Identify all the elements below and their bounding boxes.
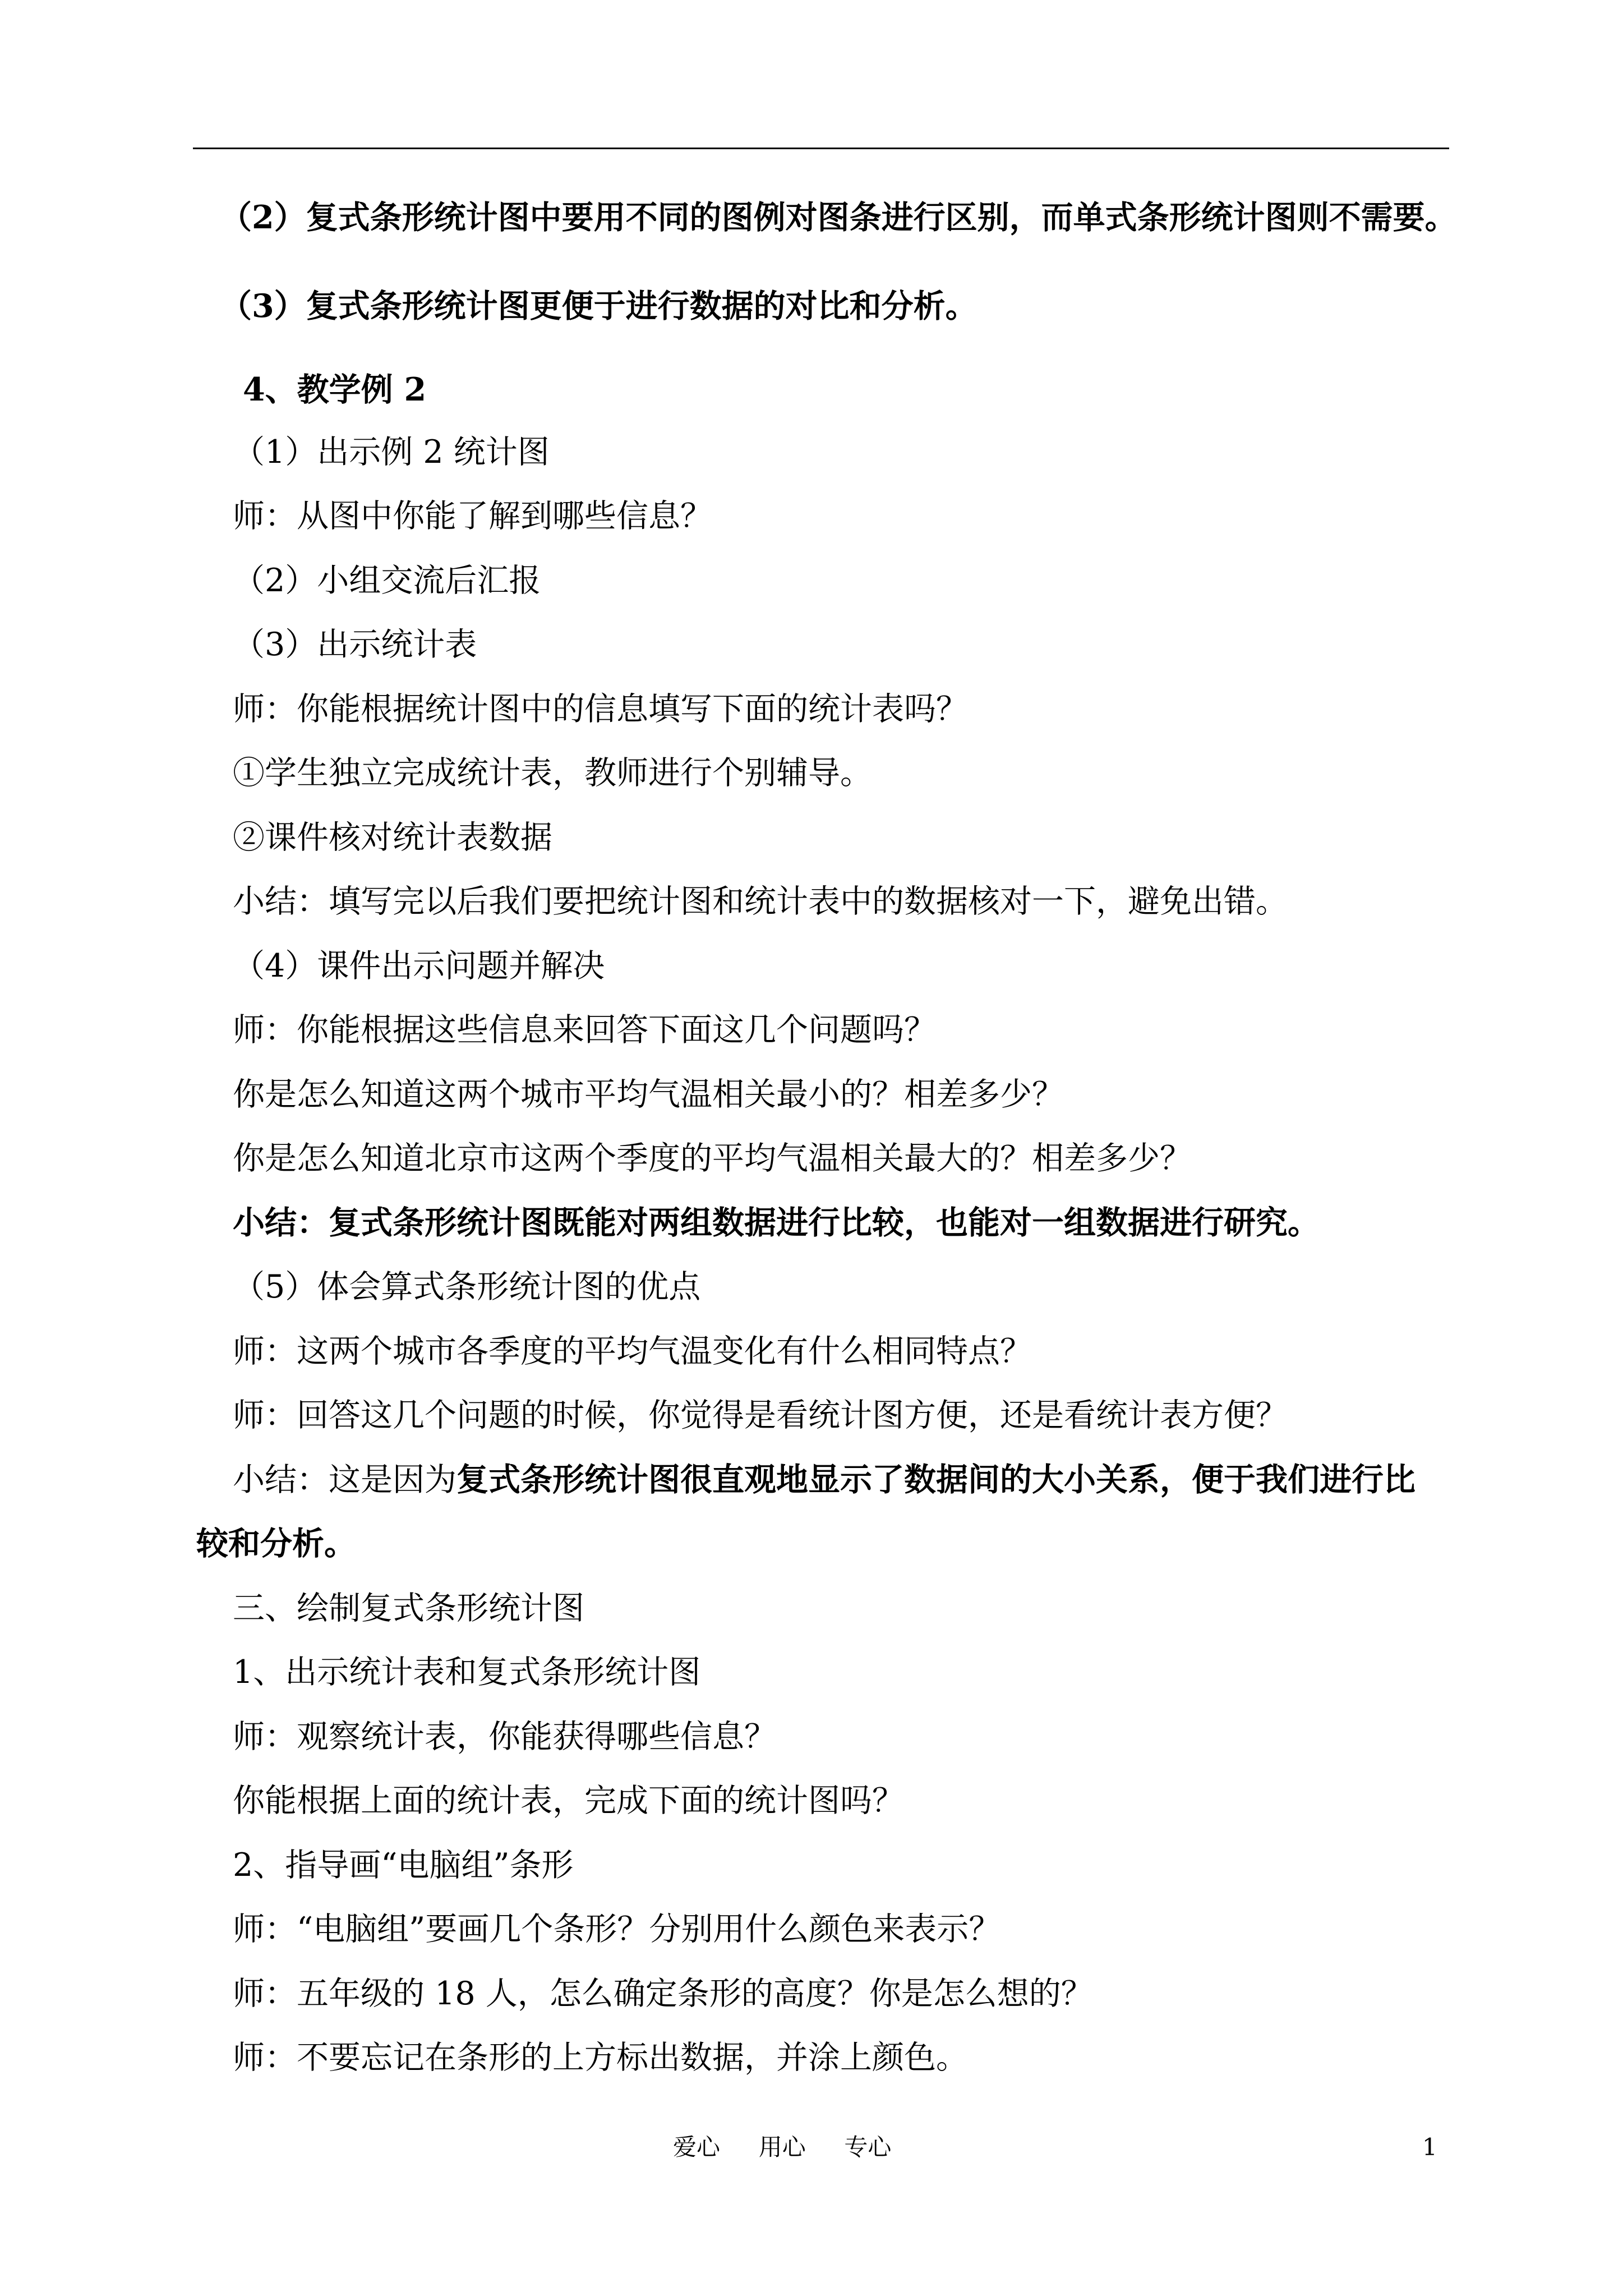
text-line: ②课件核对统计表数据	[233, 819, 552, 856]
header-rule	[193, 148, 1449, 149]
text-line: 较和分析。	[196, 1525, 356, 1562]
text-line: 4、教学例 2	[243, 371, 427, 408]
text-line: 你是怎么知道北京市这两个季度的平均气温相关最大的？相差多少？	[233, 1140, 1192, 1177]
text-line: 师：不要忘记在条形的上方标出数据，并涂上颜色。	[233, 2039, 968, 2076]
text-line: 小结：复式条形统计图既能对两组数据进行比较，也能对一组数据进行研究。	[233, 1204, 1320, 1241]
text-line: 师：从图中你能了解到哪些信息？	[233, 498, 712, 535]
text-line: （3）出示统计表	[233, 626, 477, 663]
text-line: 你能根据上面的统计表，完成下面的统计图吗？	[233, 1782, 904, 1819]
text-line: （4）课件出示问题并解决	[233, 947, 605, 984]
text-span-bold: 复式条形统计图很直观地显示了数据间的大小关系，便于我们进行比	[457, 1461, 1415, 1498]
text-line: （1）出示例 2 统计图	[233, 434, 550, 471]
text-line: ①学生独立完成统计表，教师进行个别辅导。	[233, 754, 872, 792]
text-line: 2、指导画“电脑组”条形	[233, 1847, 574, 1884]
text-line: 师：这两个城市各季度的平均气温变化有什么相同特点？	[233, 1333, 1032, 1370]
text-line: 师：“电脑组”要画几个条形？分别用什么颜色来表示？	[233, 1911, 1001, 1948]
footer-center: 爱心 用心 专心	[673, 2133, 892, 2161]
text-line: 三、绘制复式条形统计图	[233, 1590, 584, 1627]
text-line: 师：你能根据这些信息来回答下面这几个问题吗？	[233, 1011, 936, 1048]
text-line: 师：你能根据统计图中的信息填写下面的统计表吗？	[233, 691, 968, 728]
page-number: 1	[1422, 2133, 1437, 2161]
text-line	[233, 1457, 1415, 1502]
text-line: （3）复式条形统计图更便于进行数据的对比和分析。	[220, 287, 978, 325]
text-span: 小结：这是因为	[233, 1461, 457, 1498]
text-line: 小结：填写完以后我们要把统计图和统计表中的数据核对一下，避免出错。	[233, 883, 1288, 920]
text-line: 师：五年级的 18 人，怎么确定条形的高度？你是怎么想的？	[233, 1975, 1093, 2012]
text-line: 你是怎么知道这两个城市平均气温相关最小的？相差多少？	[233, 1076, 1064, 1113]
text-line: 师：观察统计表，你能获得哪些信息？	[233, 1718, 776, 1755]
text-line: 1、出示统计表和复式条形统计图	[233, 1654, 701, 1691]
text-line: 师：回答这几个问题的时候，你觉得是看统计图方便，还是看统计表方便？	[233, 1397, 1288, 1434]
text-line: （2）复式条形统计图中要用不同的图例对图条进行区别，而单式条形统计图则不需要。	[220, 199, 1457, 236]
text-line: （5）体会算式条形统计图的优点	[233, 1268, 701, 1305]
text-line: （2）小组交流后汇报	[233, 562, 541, 599]
